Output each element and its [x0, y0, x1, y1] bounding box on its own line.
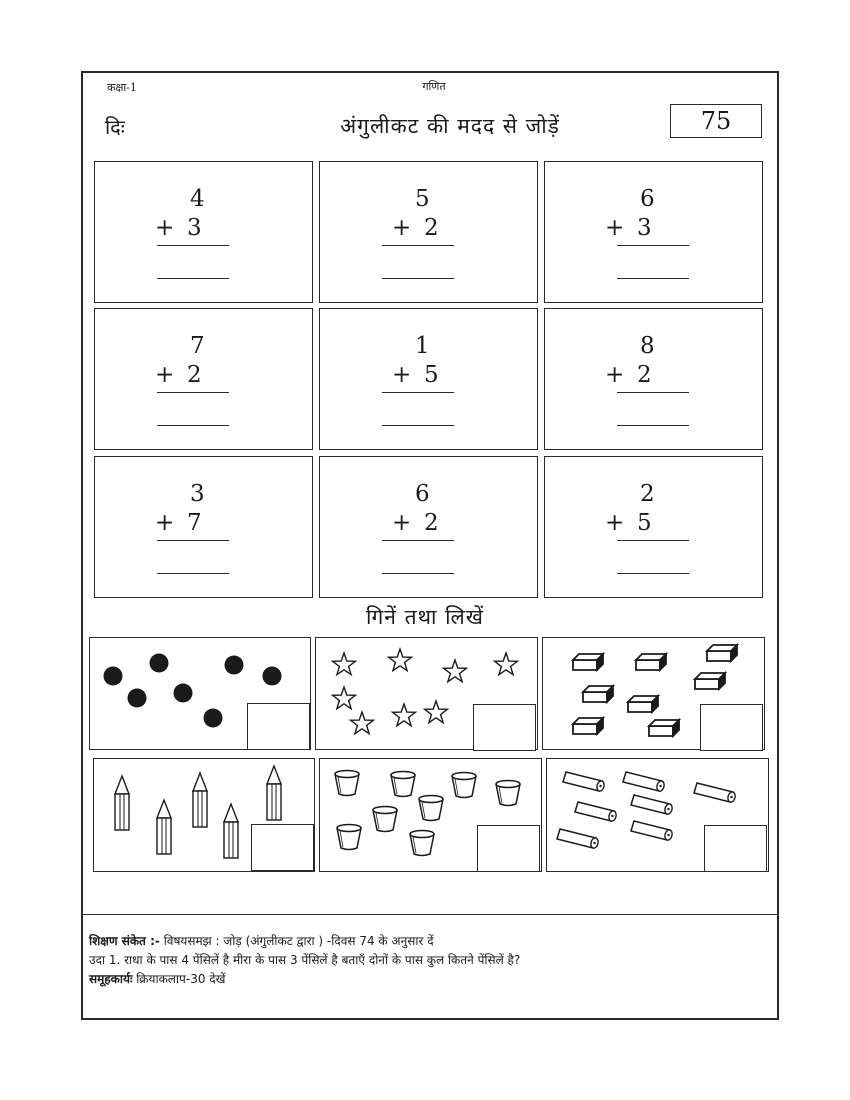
group-work-label: समूहकार्यः	[89, 972, 133, 986]
addend-top: 4	[190, 186, 205, 212]
addition-problem-box	[319, 308, 538, 450]
answer-blank[interactable]	[617, 425, 689, 426]
sum-rule	[157, 392, 229, 393]
plus-sign: +	[392, 510, 412, 536]
teaching-note	[89, 932, 434, 949]
answer-box-cylinders[interactable]	[704, 825, 767, 872]
answer-blank[interactable]	[617, 573, 689, 574]
addition-problem-box	[319, 161, 538, 303]
addend-top: 2	[640, 481, 655, 507]
sum-rule	[382, 392, 454, 393]
answer-box-circles[interactable]	[247, 703, 310, 750]
plus-sign: +	[392, 215, 412, 241]
addend-bottom: 2	[424, 510, 439, 536]
count-section-title: गिनें तथा लिखें	[366, 605, 484, 629]
addend-bottom: 7	[187, 510, 202, 536]
answer-blank[interactable]	[617, 278, 689, 279]
sum-rule	[157, 540, 229, 541]
plus-sign: +	[605, 362, 625, 388]
footer-divider	[82, 914, 778, 915]
answer-blank[interactable]	[157, 573, 229, 574]
sum-rule	[617, 392, 689, 393]
sum-rule	[157, 245, 229, 246]
addend-bottom: 5	[424, 362, 439, 388]
addition-problem-box	[544, 308, 763, 450]
page-title: अंगुलीकट की मदद से जोड़ें	[340, 114, 560, 138]
addition-problem-box	[544, 161, 763, 303]
plus-sign: +	[392, 362, 412, 388]
addend-bottom: 3	[637, 215, 652, 241]
addition-problem-box	[319, 456, 538, 598]
addition-problem-box	[94, 456, 313, 598]
plus-sign: +	[605, 510, 625, 536]
addend-top: 8	[640, 333, 655, 359]
teaching-note-label: शिक्षण संकेत :-	[89, 934, 160, 948]
addition-problem-box	[94, 161, 313, 303]
addend-top: 3	[190, 481, 205, 507]
addend-bottom: 3	[187, 215, 202, 241]
plus-sign: +	[155, 362, 175, 388]
answer-blank[interactable]	[382, 278, 454, 279]
subject-label: गणित	[422, 80, 446, 93]
sum-rule	[382, 540, 454, 541]
addend-bottom: 2	[637, 362, 652, 388]
class-label: कक्षा-1	[107, 81, 137, 94]
answer-blank[interactable]	[157, 425, 229, 426]
teaching-note-text: विषयसमझ : जोड़ (अंगुलीकट द्वारा ) -दिवस 74 के अनुसार दें	[163, 934, 434, 948]
addition-problem-box	[544, 456, 763, 598]
group-work-text: क्रियाकलाप-30 देखें	[136, 972, 226, 986]
sum-rule	[382, 245, 454, 246]
addition-problem-box	[94, 308, 313, 450]
page-number: 75	[670, 104, 762, 138]
addend-bottom: 5	[637, 510, 652, 536]
addend-top: 1	[415, 333, 430, 359]
addend-top: 7	[190, 333, 205, 359]
addend-bottom: 2	[424, 215, 439, 241]
answer-box-pencils[interactable]	[251, 824, 314, 871]
addend-top: 5	[415, 186, 430, 212]
sum-rule	[617, 540, 689, 541]
plus-sign: +	[605, 215, 625, 241]
answer-blank[interactable]	[382, 425, 454, 426]
plus-sign: +	[155, 510, 175, 536]
addend-top: 6	[640, 186, 655, 212]
answer-blank[interactable]	[157, 278, 229, 279]
example-note: उदा 1. राधा के पास 4 पेंसिलें है मीरा के पास 3 पेंसिलें है बताएँ दोनों के पास कुल कितने पेंसिलें है?	[89, 953, 521, 967]
addend-top: 6	[415, 481, 430, 507]
addend-bottom: 2	[187, 362, 202, 388]
answer-blank[interactable]	[382, 573, 454, 574]
sum-rule	[617, 245, 689, 246]
date-label: दिः	[105, 115, 125, 139]
answer-box-cups[interactable]	[477, 825, 540, 872]
plus-sign: +	[155, 215, 175, 241]
answer-box-blocks[interactable]	[700, 704, 763, 751]
answer-box-stars[interactable]	[473, 704, 536, 751]
group-work-note	[89, 970, 225, 987]
